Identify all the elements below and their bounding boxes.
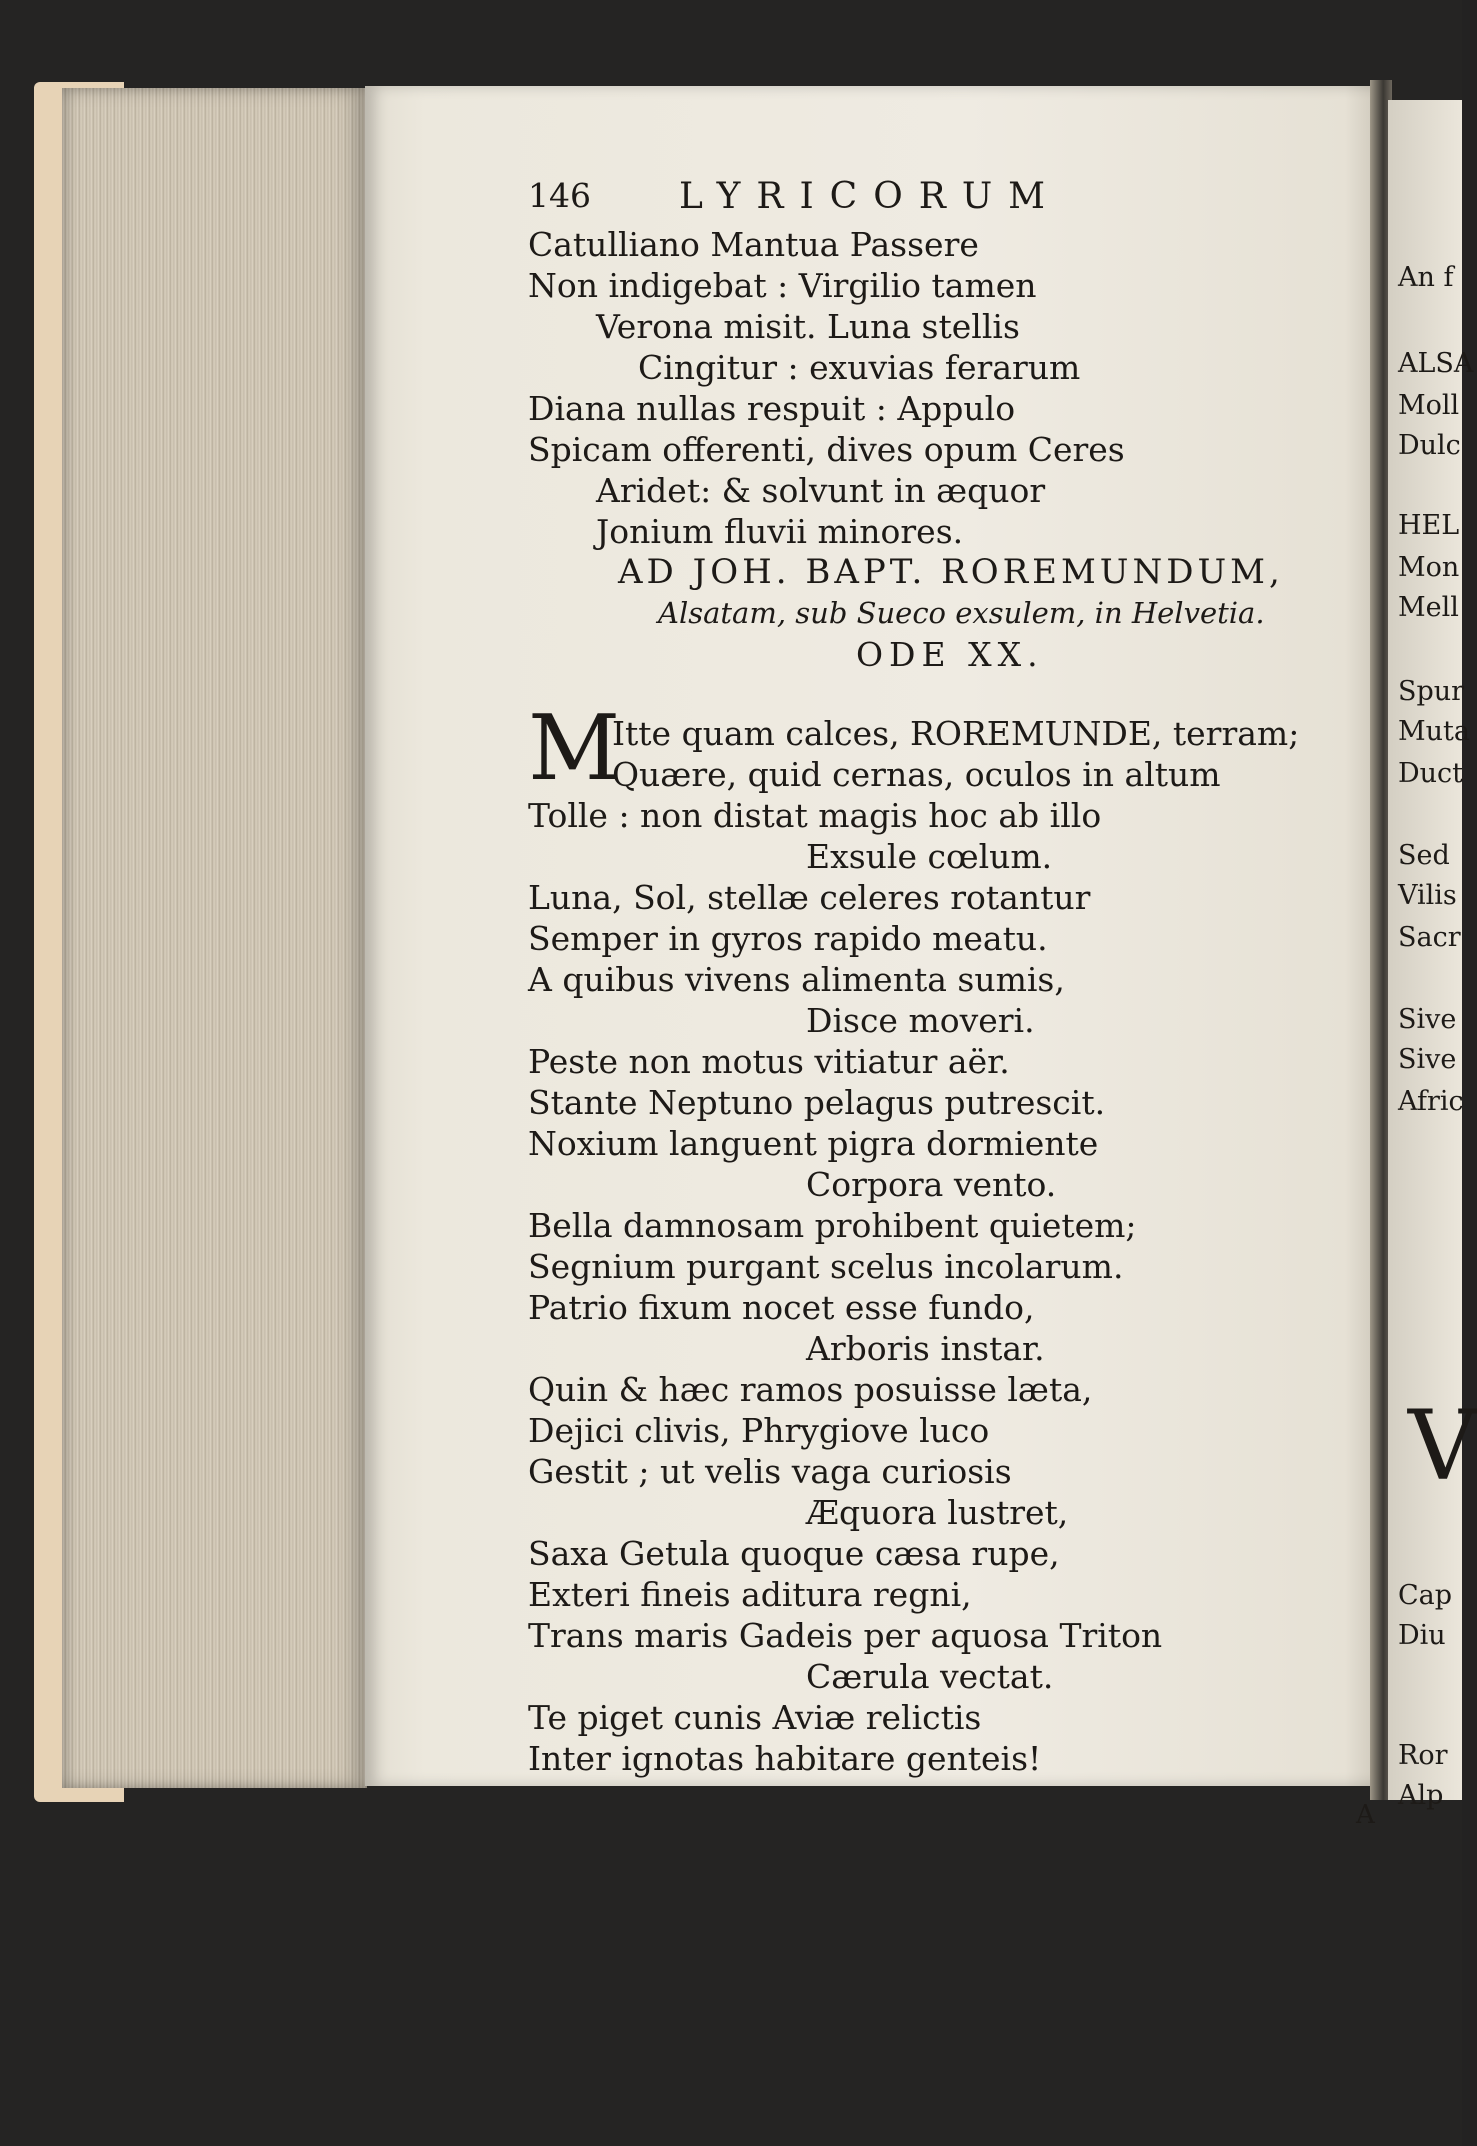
verse-line: Trans maris Gadeis per aquosa Triton <box>528 1616 1163 1655</box>
verse-line: Gestit ; ut velis vaga curiosis <box>528 1452 1012 1491</box>
verse-line: Stante Neptuno pelagus putrescit. <box>528 1083 1106 1122</box>
ode-subtitle: Alsatam, sub Sueco exsulem, in Helvetia. <box>658 596 1265 630</box>
verse-line: Exteri fineis aditura regni, <box>528 1575 972 1614</box>
right-page-text: HEL <box>1398 510 1460 541</box>
page-number: 146 <box>528 176 591 215</box>
right-page-text: Mell <box>1398 592 1459 623</box>
drop-capital: M <box>528 696 621 801</box>
verse-line: Arboris instar. <box>806 1329 1045 1368</box>
verse-line: Aridet: & solvunt in æquor <box>596 471 1046 510</box>
verse-line: Patrio fixum nocet esse fundo, <box>528 1288 1035 1327</box>
right-page-text: Alp <box>1398 1780 1444 1811</box>
verse-line: Segnium purgant scelus incolarum. <box>528 1247 1124 1286</box>
verse-line: Quin & hæc ramos posuisse læta, <box>528 1370 1093 1409</box>
verse-line: Dejici clivis, Phrygiove luco <box>528 1411 990 1450</box>
verse-line: Tolle : non distat magis hoc ab illo <box>528 796 1102 835</box>
verse-line: Exsule cœlum. <box>806 837 1053 876</box>
verse-line: Cingitur : exuvias ferarum <box>638 348 1081 387</box>
right-page-text: An f <box>1398 262 1454 293</box>
right-page-text: ALSA <box>1398 348 1474 379</box>
verse-line: Luna, Sol, stellæ celeres rotantur <box>528 878 1091 917</box>
catchword-mark: A <box>1356 1800 1375 1830</box>
right-page-text: Afric <box>1398 1086 1464 1117</box>
verse-line: Semper in gyros rapido meatu. <box>528 919 1048 958</box>
verse-line: Cærula vectat. <box>806 1657 1054 1696</box>
ode-number: ODE XX. <box>856 635 1044 674</box>
verse-line: Peste non motus vitiatur aër. <box>528 1042 1010 1081</box>
right-page-text: Cap <box>1398 1580 1453 1611</box>
verse-line: Verona misit. Luna stellis <box>596 307 1020 346</box>
right-page-text: Dulc <box>1398 430 1461 461</box>
verse-line: Saxa Getula quoque cæsa rupe, <box>528 1534 1060 1573</box>
right-page-text: Sive <box>1398 1004 1457 1035</box>
right-page-text: Sive <box>1398 1044 1457 1075</box>
page-edges <box>62 88 367 1788</box>
verse-line: A quibus vivens alimenta sumis, <box>528 960 1065 999</box>
verse-line: Quære, quid cernas, oculos in altum <box>612 755 1221 794</box>
verse-line: Noxium languent pigra dormiente <box>528 1124 1099 1163</box>
right-page-text: Moll <box>1398 390 1460 421</box>
right-page-text: Vilis <box>1398 880 1457 911</box>
right-page-text: Mon <box>1398 552 1460 583</box>
verse-line: Corpora vento. <box>806 1165 1057 1204</box>
right-page-text: Spur <box>1398 676 1465 707</box>
verse-line: Non indigebat : Virgilio tamen <box>528 266 1037 305</box>
verse-line: Diana nullas respuit : Appulo <box>528 389 1016 428</box>
poem-continuation <box>528 224 1284 675</box>
right-page-text: Sed <box>1398 840 1450 871</box>
verse-line: Catulliano Mantua Passere <box>528 225 979 264</box>
right-page-text: Muta <box>1398 716 1470 747</box>
right-page-text: Diu <box>1398 1620 1446 1651</box>
verse-line: Æquora lustret, <box>806 1493 1069 1532</box>
verse-line: Itte quam calces, ROREMUNDE, terram; <box>612 714 1300 753</box>
right-page-text: Duct <box>1398 758 1464 789</box>
right-page-text: Sacr <box>1398 922 1461 953</box>
verse-line: Jonium fluvii minores. <box>596 512 964 551</box>
verse-line: Spicam offerenti, dives opum Ceres <box>528 430 1125 469</box>
verse-line: Inter ignotas habitare genteis! <box>528 1739 1042 1778</box>
right-page-text: Ror <box>1398 1740 1448 1771</box>
verse-line: Bella damnosam prohibent quietem; <box>528 1206 1137 1245</box>
ode-title: AD JOH. BAPT. ROREMUNDUM, <box>618 552 1284 592</box>
ode-text <box>528 713 1299 1779</box>
right-page-initial: V <box>1408 1390 1477 1502</box>
verse-line: Te piget cunis Aviæ relictis <box>528 1698 982 1737</box>
running-title: LYRICORUM <box>678 176 1062 217</box>
verse-line: Disce moveri. <box>806 1001 1035 1040</box>
